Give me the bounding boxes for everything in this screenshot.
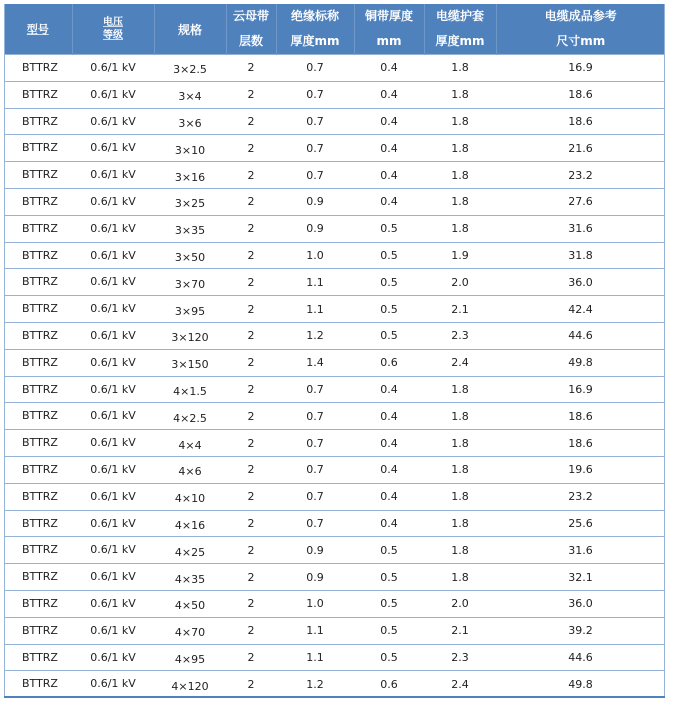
cell-spec: 3×16 xyxy=(154,162,226,189)
cell-voltage: 0.6/1 kV xyxy=(72,215,154,242)
cell-mica-layers: 2 xyxy=(226,322,276,349)
cell-insulation-thickness: 0.9 xyxy=(276,564,354,591)
cell-model: BTTRZ xyxy=(4,215,72,242)
cell-voltage: 0.6/1 kV xyxy=(72,564,154,591)
cell-diameter: 31.6 xyxy=(496,537,665,564)
cell-model: BTTRZ xyxy=(4,322,72,349)
table-row xyxy=(4,188,665,215)
cell-model: BTTRZ xyxy=(4,403,72,430)
header-copper xyxy=(354,4,424,55)
header-diameter-line1: 电缆成品参考 xyxy=(544,9,617,23)
cell-voltage: 0.6/1 kV xyxy=(72,188,154,215)
table-row xyxy=(4,55,665,82)
cell-mica-layers: 2 xyxy=(226,135,276,162)
cell-spec: 3×25 xyxy=(154,188,226,215)
cell-spec: 4×10 xyxy=(154,483,226,510)
cell-copper-thickness: 0.4 xyxy=(354,376,424,403)
cell-spec: 4×50 xyxy=(154,590,226,617)
header-mica xyxy=(226,4,276,55)
cell-voltage: 0.6/1 kV xyxy=(72,162,154,189)
cell-insulation-thickness: 1.1 xyxy=(276,296,354,323)
cell-model: BTTRZ xyxy=(4,55,72,82)
cell-copper-thickness: 0.6 xyxy=(354,671,424,698)
cell-spec: 4×35 xyxy=(154,564,226,591)
cell-mica-layers: 2 xyxy=(226,242,276,269)
cell-sheath-thickness: 1.8 xyxy=(424,376,496,403)
cell-diameter: 18.6 xyxy=(496,81,665,108)
cell-sheath-thickness: 1.8 xyxy=(424,510,496,537)
header-model-label: 型号 xyxy=(26,23,49,36)
cell-spec: 4×25 xyxy=(154,537,226,564)
cell-copper-thickness: 0.4 xyxy=(354,81,424,108)
cell-model: BTTRZ xyxy=(4,644,72,671)
cell-sheath-thickness: 2.4 xyxy=(424,671,496,698)
cell-mica-layers: 2 xyxy=(226,269,276,296)
table-row xyxy=(4,671,665,698)
cell-sheath-thickness: 2.4 xyxy=(424,349,496,376)
cell-model: BTTRZ xyxy=(4,456,72,483)
cell-copper-thickness: 0.5 xyxy=(354,322,424,349)
cell-model: BTTRZ xyxy=(4,510,72,537)
cell-spec: 3×120 xyxy=(154,322,226,349)
cell-sheath-thickness: 1.8 xyxy=(424,537,496,564)
cell-voltage: 0.6/1 kV xyxy=(72,81,154,108)
cable-spec-table-container xyxy=(4,4,665,698)
cell-sheath-thickness: 2.1 xyxy=(424,617,496,644)
cell-diameter: 31.6 xyxy=(496,215,665,242)
cell-spec: 3×35 xyxy=(154,215,226,242)
cell-voltage: 0.6/1 kV xyxy=(72,108,154,135)
header-sheath-line1: 电缆护套 xyxy=(435,9,484,23)
cell-mica-layers: 2 xyxy=(226,590,276,617)
cell-diameter: 27.6 xyxy=(496,188,665,215)
cell-insulation-thickness: 0.7 xyxy=(276,510,354,537)
header-sheath xyxy=(424,4,496,55)
cell-diameter: 19.6 xyxy=(496,456,665,483)
cell-copper-thickness: 0.4 xyxy=(354,55,424,82)
cell-diameter: 39.2 xyxy=(496,617,665,644)
cell-diameter: 32.1 xyxy=(496,564,665,591)
cell-sheath-thickness: 1.8 xyxy=(424,55,496,82)
cell-spec: 4×95 xyxy=(154,644,226,671)
cell-model: BTTRZ xyxy=(4,269,72,296)
cell-mica-layers: 2 xyxy=(226,162,276,189)
cell-model: BTTRZ xyxy=(4,296,72,323)
cell-sheath-thickness: 1.8 xyxy=(424,483,496,510)
cell-voltage: 0.6/1 kV xyxy=(72,296,154,323)
cell-spec: 4×16 xyxy=(154,510,226,537)
cell-model: BTTRZ xyxy=(4,564,72,591)
cell-sheath-thickness: 1.8 xyxy=(424,108,496,135)
cell-diameter: 23.2 xyxy=(496,162,665,189)
table-row xyxy=(4,537,665,564)
cell-mica-layers: 2 xyxy=(226,376,276,403)
table-bottom-rule xyxy=(4,696,665,698)
cell-mica-layers: 2 xyxy=(226,644,276,671)
table-row xyxy=(4,403,665,430)
cell-voltage: 0.6/1 kV xyxy=(72,671,154,698)
cell-insulation-thickness: 0.7 xyxy=(276,456,354,483)
header-insulation-line1: 绝缘标称 xyxy=(290,9,339,23)
table-row xyxy=(4,81,665,108)
cell-model: BTTRZ xyxy=(4,242,72,269)
cell-voltage: 0.6/1 kV xyxy=(72,349,154,376)
cell-insulation-thickness: 0.7 xyxy=(276,430,354,457)
cell-mica-layers: 2 xyxy=(226,215,276,242)
table-row xyxy=(4,269,665,296)
cell-insulation-thickness: 1.4 xyxy=(276,349,354,376)
cell-copper-thickness: 0.5 xyxy=(354,564,424,591)
cell-insulation-thickness: 0.9 xyxy=(276,215,354,242)
cell-mica-layers: 2 xyxy=(226,456,276,483)
cell-diameter: 42.4 xyxy=(496,296,665,323)
table-row xyxy=(4,322,665,349)
table-row xyxy=(4,590,665,617)
cell-diameter: 49.8 xyxy=(496,349,665,376)
cell-insulation-thickness: 1.0 xyxy=(276,242,354,269)
cell-diameter: 31.8 xyxy=(496,242,665,269)
cell-spec: 3×10 xyxy=(154,135,226,162)
table-header xyxy=(4,4,665,55)
cell-insulation-thickness: 0.7 xyxy=(276,162,354,189)
cell-sheath-thickness: 1.8 xyxy=(424,564,496,591)
cell-copper-thickness: 0.4 xyxy=(354,108,424,135)
cell-mica-layers: 2 xyxy=(226,108,276,135)
cell-copper-thickness: 0.5 xyxy=(354,215,424,242)
cell-insulation-thickness: 0.7 xyxy=(276,403,354,430)
cell-spec: 4×120 xyxy=(154,671,226,698)
cell-insulation-thickness: 0.7 xyxy=(276,483,354,510)
header-spec xyxy=(154,4,226,55)
cell-diameter: 16.9 xyxy=(496,376,665,403)
cell-voltage: 0.6/1 kV xyxy=(72,456,154,483)
cell-voltage: 0.6/1 kV xyxy=(72,242,154,269)
cell-insulation-thickness: 1.2 xyxy=(276,322,354,349)
table-row xyxy=(4,242,665,269)
cell-sheath-thickness: 1.8 xyxy=(424,162,496,189)
header-diameter xyxy=(496,4,665,55)
cell-sheath-thickness: 1.8 xyxy=(424,81,496,108)
cell-spec: 3×50 xyxy=(154,242,226,269)
header-voltage-line1: 电压 xyxy=(103,17,123,28)
cell-model: BTTRZ xyxy=(4,81,72,108)
table-row xyxy=(4,349,665,376)
cell-sheath-thickness: 1.8 xyxy=(424,430,496,457)
cell-copper-thickness: 0.4 xyxy=(354,188,424,215)
cell-diameter: 36.0 xyxy=(496,590,665,617)
cell-copper-thickness: 0.5 xyxy=(354,537,424,564)
cell-voltage: 0.6/1 kV xyxy=(72,430,154,457)
header-mica-line2: 层数 xyxy=(238,34,263,48)
cell-spec: 4×70 xyxy=(154,617,226,644)
cell-diameter: 44.6 xyxy=(496,644,665,671)
cell-voltage: 0.6/1 kV xyxy=(72,322,154,349)
cell-diameter: 16.9 xyxy=(496,55,665,82)
cell-copper-thickness: 0.5 xyxy=(354,242,424,269)
cell-model: BTTRZ xyxy=(4,188,72,215)
cell-diameter: 18.6 xyxy=(496,430,665,457)
cell-copper-thickness: 0.4 xyxy=(354,162,424,189)
header-insulation xyxy=(276,4,354,55)
cable-spec-table xyxy=(4,4,665,698)
cell-voltage: 0.6/1 kV xyxy=(72,510,154,537)
cell-model: BTTRZ xyxy=(4,617,72,644)
table-row xyxy=(4,510,665,537)
cell-sheath-thickness: 2.0 xyxy=(424,590,496,617)
cell-model: BTTRZ xyxy=(4,108,72,135)
cell-copper-thickness: 0.4 xyxy=(354,510,424,537)
header-voltage-line2: 等级 xyxy=(103,30,123,41)
cell-mica-layers: 2 xyxy=(226,296,276,323)
cell-diameter: 49.8 xyxy=(496,671,665,698)
cell-model: BTTRZ xyxy=(4,483,72,510)
cell-model: BTTRZ xyxy=(4,590,72,617)
cell-voltage: 0.6/1 kV xyxy=(72,55,154,82)
table-body xyxy=(4,55,665,698)
table-row xyxy=(4,483,665,510)
cell-copper-thickness: 0.4 xyxy=(354,403,424,430)
table-row xyxy=(4,644,665,671)
cell-insulation-thickness: 0.9 xyxy=(276,537,354,564)
cell-sheath-thickness: 1.8 xyxy=(424,403,496,430)
cell-diameter: 18.6 xyxy=(496,403,665,430)
table-row xyxy=(4,108,665,135)
cell-spec: 3×70 xyxy=(154,269,226,296)
cell-spec: 3×6 xyxy=(154,108,226,135)
cell-model: BTTRZ xyxy=(4,162,72,189)
cell-voltage: 0.6/1 kV xyxy=(72,269,154,296)
table-row xyxy=(4,564,665,591)
header-sheath-line2: 厚度mm xyxy=(435,34,485,48)
cell-sheath-thickness: 1.8 xyxy=(424,215,496,242)
cell-mica-layers: 2 xyxy=(226,81,276,108)
cell-mica-layers: 2 xyxy=(226,55,276,82)
cell-voltage: 0.6/1 kV xyxy=(72,403,154,430)
cell-diameter: 21.6 xyxy=(496,135,665,162)
cell-insulation-thickness: 0.9 xyxy=(276,188,354,215)
header-copper-line2: mm xyxy=(376,34,402,48)
cell-insulation-thickness: 1.2 xyxy=(276,671,354,698)
cell-voltage: 0.6/1 kV xyxy=(72,617,154,644)
header-model xyxy=(4,4,72,55)
cell-spec: 4×2.5 xyxy=(154,403,226,430)
header-insulation-line2: 厚度mm xyxy=(290,34,340,48)
cell-spec: 3×4 xyxy=(154,81,226,108)
cell-mica-layers: 2 xyxy=(226,510,276,537)
header-diameter-line2: 尺寸mm xyxy=(556,34,606,48)
cell-insulation-thickness: 1.1 xyxy=(276,644,354,671)
cell-model: BTTRZ xyxy=(4,537,72,564)
cell-copper-thickness: 0.5 xyxy=(354,617,424,644)
table-row xyxy=(4,617,665,644)
cell-spec: 3×2.5 xyxy=(154,55,226,82)
cell-diameter: 25.6 xyxy=(496,510,665,537)
cell-insulation-thickness: 1.1 xyxy=(276,617,354,644)
header-mica-line1: 云母带 xyxy=(232,9,269,23)
table-row xyxy=(4,376,665,403)
table-row xyxy=(4,296,665,323)
cell-mica-layers: 2 xyxy=(226,483,276,510)
header-copper-line1: 铜带厚度 xyxy=(364,9,413,23)
table-row xyxy=(4,215,665,242)
cell-insulation-thickness: 0.7 xyxy=(276,81,354,108)
cell-spec: 4×6 xyxy=(154,456,226,483)
cell-sheath-thickness: 1.8 xyxy=(424,456,496,483)
cell-mica-layers: 2 xyxy=(226,617,276,644)
cell-insulation-thickness: 0.7 xyxy=(276,135,354,162)
cell-insulation-thickness: 1.0 xyxy=(276,590,354,617)
cell-spec: 3×95 xyxy=(154,296,226,323)
cell-insulation-thickness: 0.7 xyxy=(276,108,354,135)
header-spec-label: 规格 xyxy=(177,22,202,37)
cell-copper-thickness: 0.5 xyxy=(354,644,424,671)
cell-mica-layers: 2 xyxy=(226,349,276,376)
cell-insulation-thickness: 1.1 xyxy=(276,269,354,296)
cell-model: BTTRZ xyxy=(4,376,72,403)
cell-copper-thickness: 0.6 xyxy=(354,349,424,376)
cell-copper-thickness: 0.5 xyxy=(354,590,424,617)
cell-diameter: 44.6 xyxy=(496,322,665,349)
cell-sheath-thickness: 1.8 xyxy=(424,135,496,162)
cell-voltage: 0.6/1 kV xyxy=(72,537,154,564)
cell-sheath-thickness: 2.3 xyxy=(424,644,496,671)
cell-copper-thickness: 0.4 xyxy=(354,456,424,483)
cell-spec: 3×150 xyxy=(154,349,226,376)
table-row xyxy=(4,430,665,457)
cell-copper-thickness: 0.5 xyxy=(354,269,424,296)
cell-mica-layers: 2 xyxy=(226,430,276,457)
cell-mica-layers: 2 xyxy=(226,671,276,698)
cell-spec: 4×1.5 xyxy=(154,376,226,403)
cell-insulation-thickness: 0.7 xyxy=(276,55,354,82)
cell-voltage: 0.6/1 kV xyxy=(72,644,154,671)
table-row xyxy=(4,456,665,483)
cell-model: BTTRZ xyxy=(4,349,72,376)
cell-mica-layers: 2 xyxy=(226,564,276,591)
header-voltage xyxy=(72,4,154,55)
cell-model: BTTRZ xyxy=(4,135,72,162)
cell-copper-thickness: 0.4 xyxy=(354,135,424,162)
cell-sheath-thickness: 2.3 xyxy=(424,322,496,349)
cell-copper-thickness: 0.5 xyxy=(354,296,424,323)
cell-sheath-thickness: 2.1 xyxy=(424,296,496,323)
header-row xyxy=(4,4,665,55)
cell-diameter: 36.0 xyxy=(496,269,665,296)
table-row xyxy=(4,135,665,162)
cell-diameter: 18.6 xyxy=(496,108,665,135)
cell-sheath-thickness: 1.9 xyxy=(424,242,496,269)
cell-model: BTTRZ xyxy=(4,671,72,698)
cell-sheath-thickness: 2.0 xyxy=(424,269,496,296)
cell-copper-thickness: 0.4 xyxy=(354,483,424,510)
cell-voltage: 0.6/1 kV xyxy=(72,135,154,162)
cell-copper-thickness: 0.4 xyxy=(354,430,424,457)
cell-voltage: 0.6/1 kV xyxy=(72,590,154,617)
cell-insulation-thickness: 0.7 xyxy=(276,376,354,403)
cell-diameter: 23.2 xyxy=(496,483,665,510)
cell-model: BTTRZ xyxy=(4,430,72,457)
cell-mica-layers: 2 xyxy=(226,537,276,564)
cell-sheath-thickness: 1.8 xyxy=(424,188,496,215)
cell-mica-layers: 2 xyxy=(226,403,276,430)
cell-voltage: 0.6/1 kV xyxy=(72,376,154,403)
table-row xyxy=(4,162,665,189)
cell-spec: 4×4 xyxy=(154,430,226,457)
cell-mica-layers: 2 xyxy=(226,188,276,215)
cell-voltage: 0.6/1 kV xyxy=(72,483,154,510)
